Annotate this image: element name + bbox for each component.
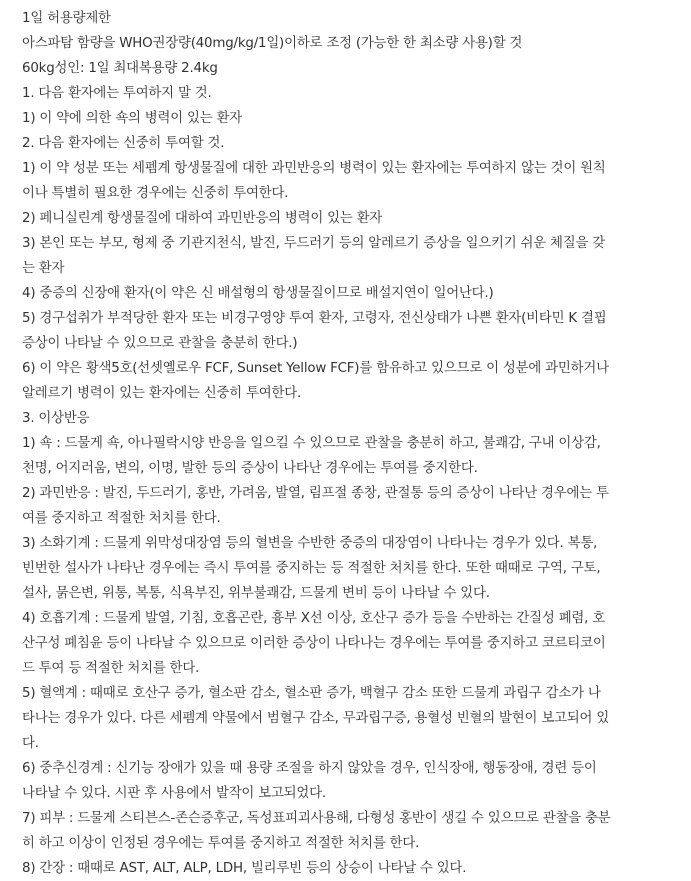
text-line: 아스파탐 함량을 WHO권장량(40mg/kg/1일)이하로 조정 (가능한 한 최소량 사용)할 것: [22, 36, 523, 51]
text-line: 6) 중추신경계 : 신기능 장애가 있을 때 용량 조절을 하지 않았을 경우, 인식장애, 행동장애, 경련 등이: [22, 761, 597, 776]
text-line: 4) 호흡기계 : 드물게 발열, 기침, 호흡곤란, 흉부 X선 이상, 호산구 증가 등을 수반하는 간질성 폐렴, 호: [22, 611, 606, 626]
text-line: 60kg성인: 1일 최대복용량 2.4kg: [22, 61, 218, 76]
text-line: 5) 경구섭취가 부적당한 환자 또는 비경구영양 투여 환자, 고령자, 전신상태가 나쁜 환자(비타민 K 결핍: [22, 311, 607, 326]
text-line: 8) 간장 : 때때로 AST, ALT, ALP, LDH, 빌리루빈 등의 상승이 나타날 수 있다.: [22, 861, 467, 876]
text-line: 이나 특별히 필요한 경우에는 신중히 투여한다.: [22, 186, 289, 201]
heading-daily-limit: 1일 허용량제한: [22, 11, 111, 26]
text-line: 빈번한 설사가 나타난 경우에는 즉시 투여를 중지하는 등 적절한 처치를 한다. 또한 때때로 구역, 구토,: [22, 561, 601, 576]
text-line: 알레르기 병력이 있는 환자에는 신중히 투여한다.: [22, 386, 302, 401]
text-line: 1) 쇽 : 드물게 쇽, 아나필락시양 반응을 일으킬 수 있으므로 관찰을 충분히 하고, 불쾌감, 구내 이상감,: [22, 436, 601, 451]
text-line: 5) 혈액계 : 때때로 호산구 증가, 혈소판 감소, 혈소판 증가, 백혈구 감소 또한 드물게 과립구 감소가 나: [22, 686, 601, 701]
text-line: 3) 본인 또는 부모, 형제 중 기관지천식, 발진, 두드러기 등의 알레르기 증상을 일으키기 쉬운 체질을 갖: [22, 236, 606, 251]
text-line: 나타날 수 있다. 시판 후 사용에서 발작이 보고되었다.: [22, 786, 326, 801]
text-line: 타나는 경우가 있다. 다른 세펨계 약물에서 범혈구 감소, 무과립구증, 용혈성 빈혈의 발현이 보고되어 있: [22, 711, 610, 726]
text-line: 다.: [22, 736, 39, 751]
text-line: 2) 과민반응 : 발진, 두드러기, 홍반, 가려움, 발열, 림프절 종창, 관절통 등의 증상이 나타난 경우에는 투: [22, 486, 609, 501]
text-line: 설사, 묽은변, 위통, 복통, 식욕부진, 위부불쾌감, 드물게 변비 등이 나타날 수 있다.: [22, 586, 490, 601]
text-line: 는 환자: [22, 261, 65, 276]
text-line: 7) 피부 : 드물게 스티븐스-존슨증후군, 독성표피괴사용해, 다형성 홍반이 생길 수 있으므로 관찰을 충분: [22, 811, 611, 826]
section-heading: 1. 다음 환자에는 투여하지 말 것.: [22, 86, 212, 101]
text-line: 1) 이 약 성분 또는 세펨계 항생물질에 대한 과민반응의 병력이 있는 환자에는 투여하지 않는 것이 원칙: [22, 161, 606, 176]
text-line: 4) 중증의 신장애 환자(이 약은 신 배설형의 항생물질이므로 배설지연이 일어난다.): [22, 286, 494, 301]
text-line: 1) 이 약에 의한 쇽의 병력이 있는 환자: [22, 111, 243, 126]
text-line: 6) 이 약은 황색5호(선셋옐로우 FCF, Sunset Yellow FCF)를 함유하고 있으므로 이 성분에 과민하거나: [22, 361, 609, 376]
text-line: 3) 소화기계 : 드물게 위막성대장염 등의 혈변을 수반한 중증의 대장염이 나타나는 경우가 있다. 복통,: [22, 536, 598, 551]
text-line: 증상이 나타날 수 있으므로 관찰을 충분히 한다.): [22, 336, 298, 351]
text-line: 2) 페니실린계 항생물질에 대하여 과민반응의 병력이 있는 환자: [22, 211, 383, 226]
section-heading: 3. 이상반응: [22, 411, 90, 426]
text-line: 여를 중지하고 적절한 처치를 한다.: [22, 511, 221, 526]
text-line: 드 투여 등 적절한 처치를 한다.: [22, 661, 200, 676]
text-line: 히 하고 이상이 인정된 경우에는 투여를 중지하고 적절한 처치를 한다.: [22, 836, 420, 851]
text-line: 천명, 어지러움, 변의, 이명, 발한 등의 증상이 나타난 경우에는 투여를 중지한다.: [22, 461, 478, 476]
text-line: 산구성 폐침윤 등이 나타날 수 있으므로 이러한 증상이 나타나는 경우에는 투여를 중지하고 코르티코이: [22, 636, 606, 651]
section-heading: 2. 다음 환자에는 신중히 투여할 것.: [22, 136, 225, 151]
